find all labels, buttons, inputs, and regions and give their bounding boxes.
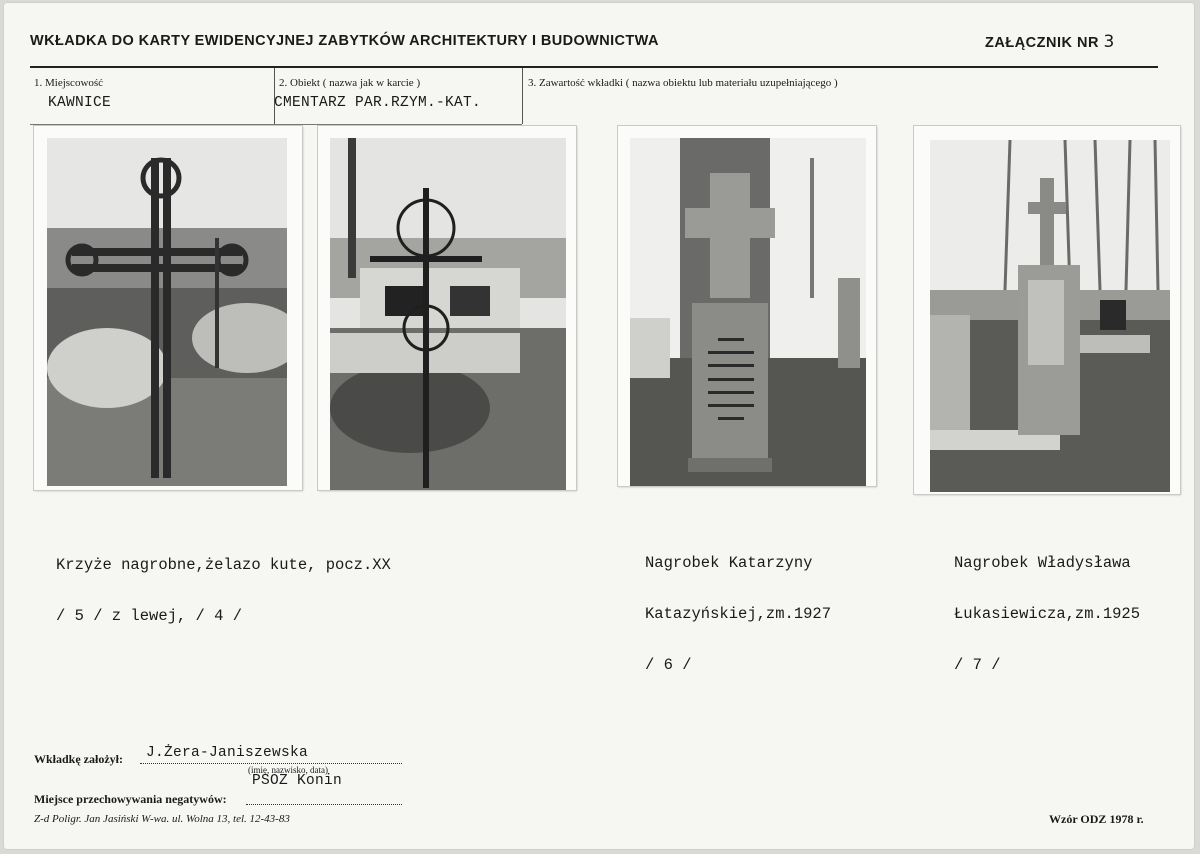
caption-wladyslaw-line3: / 7 /: [954, 656, 1001, 674]
negatives-label: Miejsce przechowywania negatywów:: [34, 792, 227, 806]
photo-mount-4: [914, 126, 1180, 494]
photo-mount-2: [318, 126, 576, 490]
field-bottom-rule: [30, 124, 522, 125]
annex-label-text: ZAŁĄCZNIK NR: [985, 35, 1099, 51]
caption-wladyslaw-line2: Łukasiewicza,zm.1925: [954, 605, 1141, 623]
form-pattern: Wzór ODZ 1978 r.: [1049, 812, 1144, 826]
caption-katarzyna-line1: Nagrobek Katarzyny: [645, 554, 813, 572]
photo-mount-3: [618, 126, 876, 486]
locality-label: 1. Miejscowość: [34, 77, 104, 89]
contents-label: 3. Zawartość wkładki ( nazwa obiektu lub materiału uzupełniającego ): [528, 77, 838, 89]
negatives-line: [246, 803, 402, 805]
field-divider-2: [522, 68, 523, 124]
caption-wladyslaw-line1: Nagrobek Władysława: [954, 554, 1131, 572]
caption-katarzyna-line2: Katazyńskiej,zm.1927: [645, 605, 832, 623]
caption-katarzyna-line3: / 6 /: [645, 656, 692, 674]
iron-cross-photo: [330, 138, 566, 490]
photo-mount-1: [34, 126, 302, 490]
created-by-label: Wkładkę założył:: [34, 752, 123, 766]
object-label: 2. Obiekt ( nazwa jak w karcie ): [279, 77, 421, 89]
caption-crosses-line2: / 5 / z lewej, / 4 /: [56, 607, 243, 625]
caption-crosses: [56, 523, 391, 642]
locality-value: KAWNICE: [48, 95, 112, 111]
annex-label: [985, 32, 1115, 52]
form-title: WKŁADKA DO KARTY EWIDENCYJNEJ ZABYTKÓW ARCHITEKTURY I BUDOWNICTWA: [30, 33, 659, 49]
created-by-line: [140, 762, 402, 764]
stone-cross-tombstone-photo: [930, 140, 1170, 492]
caption-katarzyna: [645, 521, 831, 691]
object-value: CMENTARZ PAR.RZYM.-KAT.: [274, 95, 482, 111]
stone-cross-tombstone-photo: [630, 138, 866, 486]
printer-line: Z-d Poligr. Jan Jasiński W-wa. ul. Wolna 13, tel. 12-43-83: [34, 813, 290, 825]
caption-crosses-line1: Krzyże nagrobne,żelazo kute, pocz.XX: [56, 556, 391, 574]
created-by-value: J.Żera-Janiszewska: [146, 745, 309, 761]
institution-value: PSOZ Konin: [252, 773, 343, 789]
caption-wladyslaw: [954, 521, 1140, 691]
header-rule: [30, 66, 1158, 68]
annex-number: 3: [1103, 32, 1115, 52]
iron-cross-photo: [47, 138, 287, 486]
created-by-hint: (imię, nazwisko, data): [248, 765, 328, 775]
